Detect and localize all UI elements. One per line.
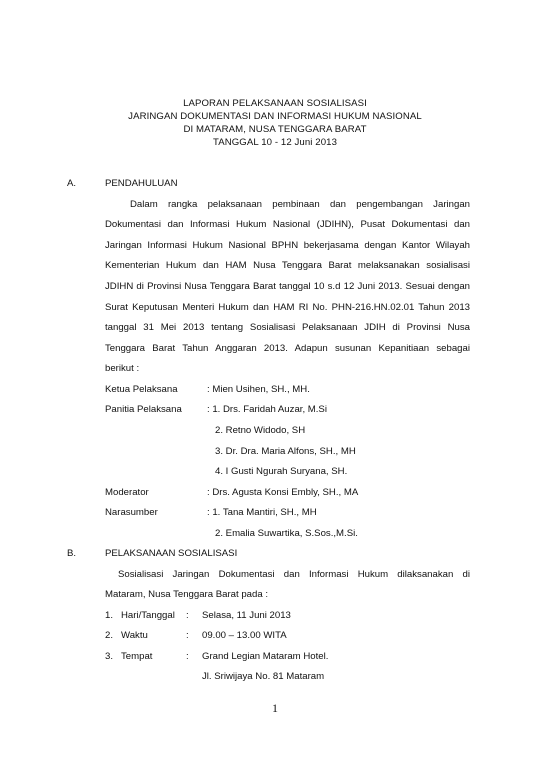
paragraph-line: Surat Keputusan Menteri Hukum dan HAM RI No. PHN-216.HN.02.01 Tahun 2013: [105, 302, 470, 313]
paragraph-line: Kementerian Hukum dan HAM Nusa Tenggara Barat melaksanakan sosialisasi: [105, 260, 470, 271]
committee-value: : 1. Drs. Faridah Auzar, M.Si: [207, 404, 327, 415]
committee-value: : Drs. Agusta Konsi Embly, SH., MA: [207, 487, 359, 498]
item-value: Selasa, 11 Juni 2013: [202, 610, 291, 621]
paragraph-line: Dokumentasi dan Informasi Hukum Nasional (JDIHN), Pusat Dokumentasi dan: [105, 219, 470, 230]
committee-value: 4. I Gusti Ngurah Suryana, SH.: [215, 466, 348, 477]
paragraph-line: Jaringan Informasi Hukum Nasional BPHN bekerjasama dengan Kantor Wilayah: [105, 240, 470, 251]
paragraph-line: JDIHN di Provinsi Nusa Tenggara Barat tanggal 10 s.d 12 Juni 2013. Sesuai dengan: [105, 281, 470, 292]
address-line: Jl. Sriwijaya No. 81 Mataram: [202, 671, 325, 682]
item-colon: :: [186, 610, 189, 621]
report-subtitle: JARINGAN DOKUMENTASI DAN INFORMASI HUKUM NASIONAL: [128, 111, 422, 122]
report-date: TANGGAL 10 - 12 Juni 2013: [212, 137, 338, 148]
item-colon: :: [186, 630, 189, 641]
paragraph-line: Tenggara Barat Tahun Anggaran 2013. Adapun susunan Kepanitiaan sebagai: [105, 343, 470, 354]
item-label: Tempat: [121, 651, 153, 662]
item-label: Hari/Tanggal: [121, 610, 175, 621]
section-b-heading: PELAKSANAAN SOSIALISASI: [105, 548, 238, 559]
committee-label: Moderator: [105, 487, 149, 498]
committee-value: 2. Emalia Suwartika, S.Sos.,M.Si.: [215, 528, 358, 539]
committee-label: Narasumber: [105, 507, 158, 518]
item-label: Waktu: [121, 630, 148, 641]
report-title: LAPORAN PELAKSANAAN SOSIALISASI: [183, 98, 367, 109]
committee-value: 3. Dr. Dra. Maria Alfons, SH., MH: [215, 446, 356, 457]
section-a-heading: PENDAHULUAN: [105, 178, 178, 189]
section-a-letter: A.: [67, 178, 77, 189]
paragraph-line: Sosialisasi Jaringan Dokumentasi dan Informasi Hukum dilaksanakan di: [118, 569, 470, 580]
page-number: 1: [272, 701, 278, 715]
section-b-letter: B.: [67, 548, 77, 559]
committee-label: Ketua Pelaksana: [105, 384, 178, 395]
paragraph-line: Dalam rangka pelaksanaan pembinaan dan pengembangan Jaringan: [130, 199, 470, 210]
committee-label: Panitia Pelaksana: [105, 404, 182, 415]
paragraph-line: Mataram, Nusa Tenggara Barat pada :: [105, 589, 269, 600]
report-location: DI MATARAM, NUSA TENGGARA BARAT: [183, 124, 367, 135]
item-number: 3.: [105, 651, 114, 662]
item-number: 1.: [105, 610, 114, 621]
paragraph-line: berikut :: [105, 363, 140, 374]
item-value: 09.00 – 13.00 WITA: [202, 630, 287, 641]
committee-value: : 1. Tana Mantiri, SH., MH: [207, 507, 317, 518]
item-value: Grand Legian Mataram Hotel.: [202, 651, 329, 662]
item-colon: :: [186, 651, 189, 662]
committee-value: : Mien Usihen, SH., MH.: [207, 384, 310, 395]
committee-value: 2. Retno Widodo, SH: [215, 425, 306, 436]
item-number: 2.: [105, 630, 114, 641]
paragraph-line: tanggal 31 Mei 2013 tentang Sosialisasi Pelaksanaan JDIH di Provinsi Nusa: [105, 322, 470, 333]
